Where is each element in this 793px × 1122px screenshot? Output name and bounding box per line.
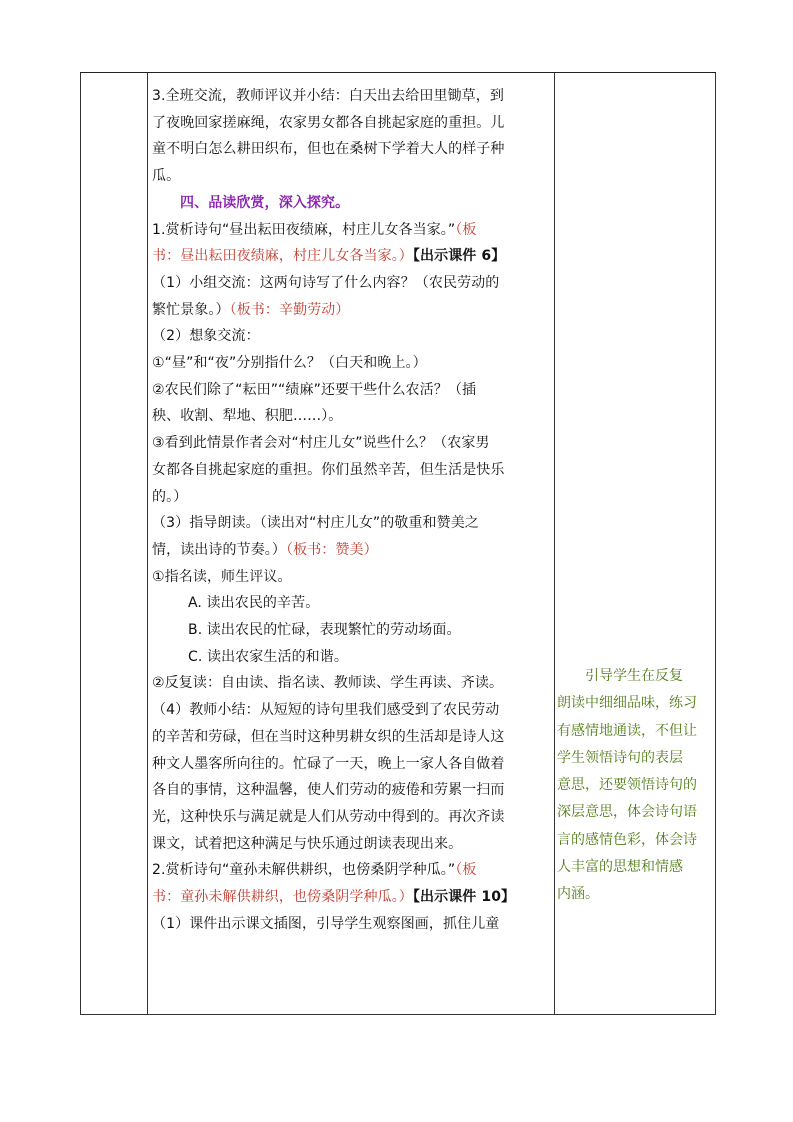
text-line [152,243,550,270]
text-line [152,724,550,751]
line-text: ②反复读：自由读、指名读、教师读、学生再读、齐读。 [152,675,504,692]
side-note-line: 内涵。 [557,886,599,903]
line-text: 2.赏析诗句“童孙未解供耕织，也傍桑阴学种瓜。” [152,862,456,879]
text-line [152,270,550,297]
text-line [152,484,550,511]
line-text: 瓜。 [152,168,181,185]
text-line [152,670,550,697]
text-line [152,537,550,564]
line-text: 的。） [152,488,188,505]
text-line [152,377,550,404]
side-note-line: 学生领悟诗句的表层 [557,749,683,766]
line-text: 了夜晚回家搓麻绳，农家男女都各自挑起家庭的重担。儿 [152,114,505,131]
text-line [152,350,550,377]
line-text: 秧、收割、犁地、积肥……）。 [152,408,343,425]
line-text: 1.赏析诗句“昼出耘田夜绩麻，村庄儿女各当家。” [152,221,456,238]
text-line [152,83,550,110]
text-line [152,110,550,137]
text-line [152,163,550,190]
text-line [152,911,550,938]
slide-ref: 【出示课件 10】 [412,889,516,906]
text-line [152,136,550,163]
line-text: ①指名读，师生评议。 [152,568,292,585]
board-note: 书：昼出耘田夜绩麻，村庄儿女各当家。） [152,248,413,265]
column-divider-left [147,73,148,1014]
teaching-process-column [152,83,550,938]
design-intent-column [557,663,713,909]
line-text: 童不明白怎么耕田织布，但也在桑树下学着大人的样子种 [152,141,505,158]
text-line [152,403,550,430]
line-text: （3）指导朗读。（读出对“村庄儿女”的敬重和赞美之 [152,515,479,532]
line-text: 女都各自挑起家庭的重担。你们虽然辛苦，但生活是快乐 [152,461,505,478]
line-text: 种文人墨客所向往的。忙碌了一天，晚上一家人各自做着 [152,755,505,772]
board-note: （板书：赞美） [286,541,378,558]
text-line [152,297,550,324]
line-text: 课文，试着把这种满足与快乐通过朗读表现出来。 [152,835,463,852]
line-text: ①“昼”和“夜”分别指什么？（白天和晚上。） [152,355,427,372]
line-text: （2）想象交流： [152,328,260,345]
text-line [152,430,550,457]
line-text: ②农民们除了“耘田”“绩麻”还要干些什么农活？（插 [152,381,477,398]
text-line [152,457,550,484]
line-text: ③看到此情景作者会对“村庄儿女”说些什么？（农家男 [152,435,490,452]
text-line [152,857,550,884]
side-note-line: 言的感情色彩，体会诗 [557,831,697,848]
side-note-line: 有感情地通读，不但让 [557,722,697,739]
column-divider-right [554,73,555,1014]
option-line: C. 读出农家生活的和谐。 [188,648,348,665]
text-line [152,697,550,724]
text-line [152,804,550,831]
line-text: 3.全班交流，教师评议并小结：白天出去给田里锄草，到 [152,88,504,104]
line-text: （1）小组交流：这两句诗写了什么内容？（农民劳动的 [152,274,500,291]
board-note: （板 [455,221,477,238]
text-line [152,510,550,537]
side-note-line: 深层意思，体会诗句语 [557,804,697,821]
board-note: 书：童孙未解供耕织，也傍桑阴学种瓜。） [152,889,413,906]
board-note: （板书：辛勤劳动） [229,301,350,318]
line-text: 光，这种快乐与满足就是人们从劳动中得到的。再次齐读 [152,808,505,825]
line-text: 情，读出诗的节奏。） [152,541,286,558]
line-text: 各自的事情，这种温馨，使人们劳动的疲倦和劳累一扫而 [152,782,505,799]
side-note-line: 引导学生在反复 [557,668,683,684]
side-note-line: 人丰富的思想和情感 [557,859,683,876]
option-line: B. 读出农民的忙碌，表现繁忙的劳动场面。 [188,622,461,639]
text-line [152,217,550,244]
line-text: （4）教师小结：从短短的诗句里我们感受到了农民劳动 [152,702,500,719]
text-line [152,884,550,911]
text-line [152,564,550,591]
line-text: 的辛苦和劳碌，但在当时这种男耕女织的生活却是诗人这 [152,728,505,745]
side-note-line: 意思，还要领悟诗句的 [557,777,697,794]
text-line [152,323,550,350]
text-line [152,751,550,778]
text-line [152,777,550,804]
slide-ref: 【出示课件 6】 [412,248,506,265]
board-note: （板 [455,862,477,879]
side-note-line: 朗读中细细品味，练习 [557,695,697,712]
option-line: A. 读出农民的辛苦。 [188,595,320,612]
line-text: 繁忙景象。） [152,301,230,318]
line-text: （1）课件出示课文插图，引导学生观察图画，抓住儿童 [152,915,500,932]
text-line [152,831,550,858]
section-heading: 四、品读欣赏，深入探究。 [180,194,350,211]
